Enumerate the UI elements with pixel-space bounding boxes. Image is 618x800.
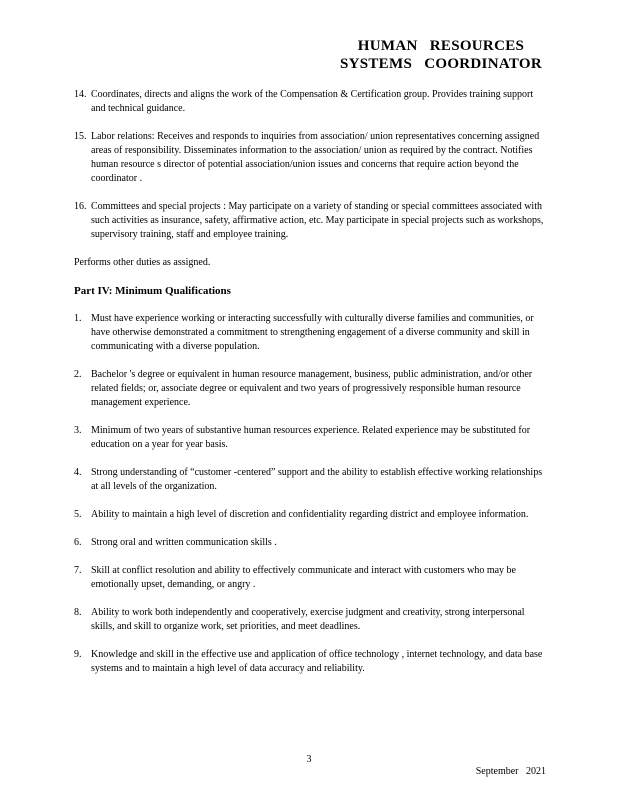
qualification-item-3 [74, 424, 550, 452]
qualification-item-1 [74, 312, 550, 354]
footer-date: September 2021 [475, 766, 546, 777]
qualification-text: Knowledge and skill in the effective use and application of office technology , internet technology, and data base systems and to maintain a high level of data accuracy and reliability. [91, 649, 543, 674]
qualification-number: 8. [74, 607, 82, 618]
duty-number: 14. [74, 89, 87, 100]
qualification-text: Ability to work both independently and cooperatively, exercise judgment and creativity, strong interpersonal skills, and skill to organize work, set priorities, and meet deadlines. [91, 607, 525, 632]
duty-item-14 [74, 88, 550, 116]
duty-text: Labor relations: Receives and responds to inquiries from association/ union representatives concerning assigned areas of responsibility. Disseminates information to the association/ union as required by the contract. Notifies human resource s director of potential association/union issues and concerns that require action beyond the coordinator . [91, 131, 540, 184]
qualification-number: 3. [74, 425, 82, 436]
qualification-number: 9. [74, 649, 82, 660]
qualification-text: Must have experience working or interacting successfully with culturally diverse families and communities, or have otherwise demonstrated a commitment to strengthening engagement of a diverse community and skill in communicating with a diverse population. [91, 313, 534, 352]
qualification-number: 1. [74, 313, 82, 324]
qualification-item-5 [74, 508, 550, 522]
qualification-number: 5. [74, 509, 82, 520]
duty-item-16 [74, 200, 550, 242]
document-header [340, 37, 542, 73]
qualification-item-6 [74, 536, 550, 550]
qualification-number: 4. [74, 467, 82, 478]
qualification-text: Bachelor 's degree or equivalent in human resource management, business, public administration, and/or other related fields; or, associate degree or equivalent and two years of progressively responsible human resource management experience. [91, 369, 533, 408]
header-title-line-2: SYSTEMS COORDINATOR [339, 56, 542, 72]
header-title-line-1: HUMAN RESOURCES [357, 38, 525, 54]
duty-text: Coordinates, directs and aligns the work of the Compensation & Certification group. Provides training support and technical guidance. [91, 89, 534, 114]
qualification-item-9 [74, 648, 550, 676]
duty-text: Committees and special projects : May participate on a variety of standing or special committees associated with such activities as insurance, safety, affirmative action, etc. May participate in special projects such as workshops, supervisory training, staff and employee training. [91, 201, 544, 240]
qualification-number: 6. [74, 537, 82, 548]
duty-number: 15. [74, 131, 87, 142]
qualification-text: Ability to maintain a high level of discretion and confidentiality regarding district and employee information. [91, 509, 529, 520]
qualification-text: Strong understanding of “customer -centered” support and the ability to establish effective working relationships at all levels of the organization. [91, 467, 543, 492]
other-duties-text: Performs other duties as assigned. [74, 257, 211, 268]
qualification-item-8 [74, 606, 550, 634]
qualification-text: Minimum of two years of substantive human resources experience. Related experience may be substituted for education on a year for year basis. [91, 425, 531, 450]
document-body [74, 88, 550, 690]
section-title-minimum-qualifications: Part IV: Minimum Qualifications [74, 285, 231, 297]
qualification-text: Skill at conflict resolution and ability to effectively communicate and interact with customers who may be emotionally upset, demanding, or angry . [91, 565, 516, 590]
qualification-item-2 [74, 368, 550, 410]
qualification-number: 7. [74, 565, 82, 576]
duty-number: 16. [74, 201, 87, 212]
qualification-item-4 [74, 466, 550, 494]
qualification-number: 2. [74, 369, 82, 380]
page-number: 3 [306, 754, 312, 765]
qualification-text: Strong oral and written communication skills . [91, 537, 277, 548]
duty-item-15 [74, 130, 550, 186]
qualification-item-7 [74, 564, 550, 592]
